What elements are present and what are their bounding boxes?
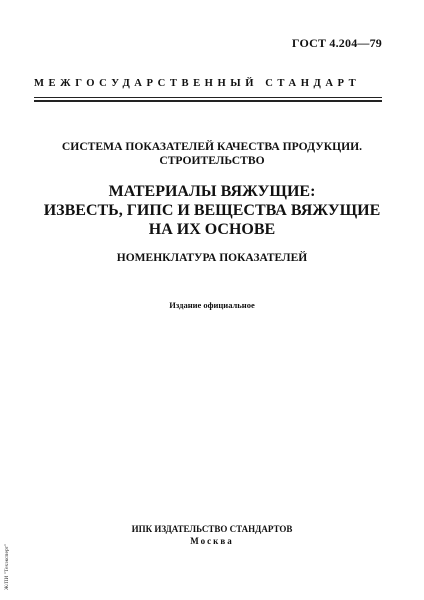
publisher-name: ИПК ИЗДАТЕЛЬСТВО СТАНДАРТОВ: [131, 524, 293, 534]
system-title-line-2: СТРОИТЕЛЬСТВО: [159, 154, 265, 167]
standard-type-heading: МЕЖГОСУДАРСТВЕННЫЙ СТАНДАРТ: [34, 78, 361, 89]
main-title-line-2: ИЗВЕСТЬ, ГИПС И ВЕЩЕСТВА ВЯЖУЩИЕ: [43, 202, 381, 219]
header-rule-thick: [34, 100, 382, 102]
side-stamp: [4, 512, 14, 592]
gost-code: ГОСТ 4.204—79: [291, 36, 382, 50]
main-title-line-3: НА ИХ ОСНОВЕ: [148, 221, 276, 238]
main-title-line-1: МАТЕРИАЛЫ ВЯЖУЩИЕ:: [108, 183, 316, 200]
publisher-block: [0, 523, 424, 547]
side-stamp-text: Ж/ПИ "Техэксперт": [4, 543, 10, 590]
edition-note: Издание официальное: [169, 300, 255, 310]
system-title: [0, 140, 424, 168]
system-title-line-1: СИСТЕМА ПОКАЗАТЕЛЕЙ КАЧЕСТВА ПРОДУКЦИИ.: [61, 140, 363, 153]
main-title: [0, 182, 424, 239]
subtitle: НОМЕНКЛАТУРА ПОКАЗАТЕЛЕЙ: [116, 252, 308, 264]
publisher-city: Москва: [190, 536, 234, 546]
header-rule-thin: [34, 97, 382, 98]
